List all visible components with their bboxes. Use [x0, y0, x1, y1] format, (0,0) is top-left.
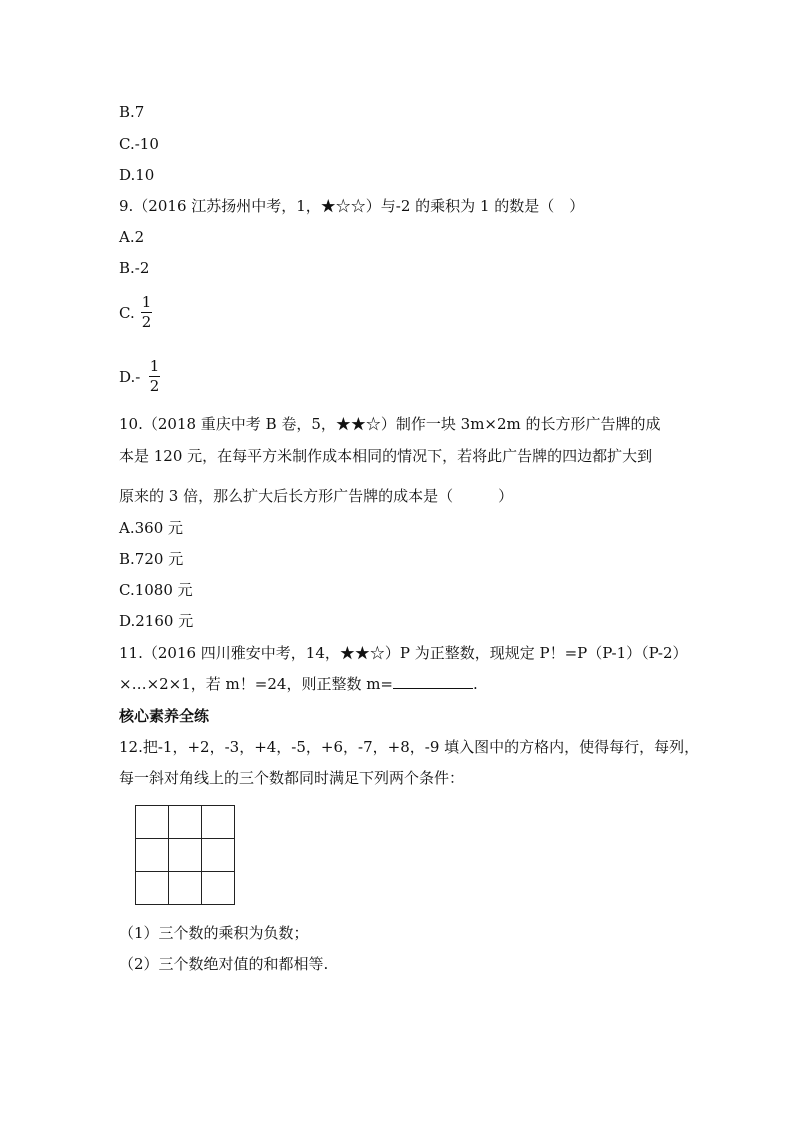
q11-stem-line2 [119, 674, 478, 694]
magic-square-grid [135, 805, 235, 905]
q12-stem-line2: 每一斜对角线上的三个数都同时满足下列两个条件： [119, 769, 465, 787]
grid-cell[interactable] [202, 872, 235, 905]
grid-cell[interactable] [202, 806, 235, 839]
q10-option-d: D.2160 元 [119, 612, 194, 630]
q8-option-c: C.-10 [119, 135, 159, 153]
q8-option-d: D.10 [119, 166, 155, 184]
q9-option-c-prefix: C. [119, 304, 135, 322]
grid-cell[interactable] [136, 839, 169, 872]
q9-option-a: A.2 [119, 228, 145, 246]
q12-condition-2: （2）三个数绝对值的和都相等. [119, 955, 329, 973]
grid-cell[interactable] [169, 839, 202, 872]
q10-stem-line2: 本是 120 元，在每平方米制作成本相同的情况下，若将此广告牌的四边都扩大到 [119, 447, 653, 465]
q9-option-d-prefix: D.- [119, 368, 141, 386]
q10-stem-line1: 10.（2018 重庆中考 B 卷，5，★★☆）制作一块 3m×2m 的长方形广告牌的成 [119, 415, 661, 433]
grid-cell[interactable] [202, 839, 235, 872]
q11-stem-text: ×…×2×1，若 m！=24，则正整数 m= [119, 675, 393, 693]
q10-option-b: B.720 元 [119, 550, 184, 568]
fraction-numerator: 1 [141, 293, 152, 311]
grid-cell[interactable] [136, 872, 169, 905]
fraction-numerator: 1 [149, 357, 160, 375]
grid-cell[interactable] [169, 806, 202, 839]
q12-condition-1: （1）三个数的乘积为负数； [119, 924, 309, 942]
q11-stem-period: . [473, 675, 478, 693]
q10-stem-line3: 原来的 3 倍，那么扩大后长方形广告牌的成本是（ ） [119, 487, 514, 505]
q9-option-c-fraction [141, 294, 152, 331]
q9-option-b: B.-2 [119, 259, 150, 277]
q10-option-c: C.1080 元 [119, 581, 193, 599]
q9-option-d-fraction [149, 358, 160, 395]
q11-stem-line1: 11.（2016 四川雅安中考，14，★★☆）P 为正整数，现规定 P！=P（P-1）（P-2） [119, 644, 688, 662]
grid-cell[interactable] [169, 872, 202, 905]
q12-stem-line1: 12.把-1，+2，-3，+4，-5，+6，-7，+8，-9 填入图中的方格内，使得每行，每列， [119, 738, 700, 756]
fraction-denominator: 2 [141, 313, 152, 331]
q9-stem: 9.（2016 江苏扬州中考，1，★☆☆）与-2 的乘积为 1 的数是（ ） [119, 197, 585, 215]
section-title: 核心素养全练 [119, 707, 210, 725]
answer-blank[interactable] [393, 674, 473, 689]
grid-cell[interactable] [136, 806, 169, 839]
fraction-denominator: 2 [149, 377, 160, 395]
q10-option-a: A.360 元 [119, 519, 183, 537]
q8-option-b: B.7 [119, 103, 145, 121]
